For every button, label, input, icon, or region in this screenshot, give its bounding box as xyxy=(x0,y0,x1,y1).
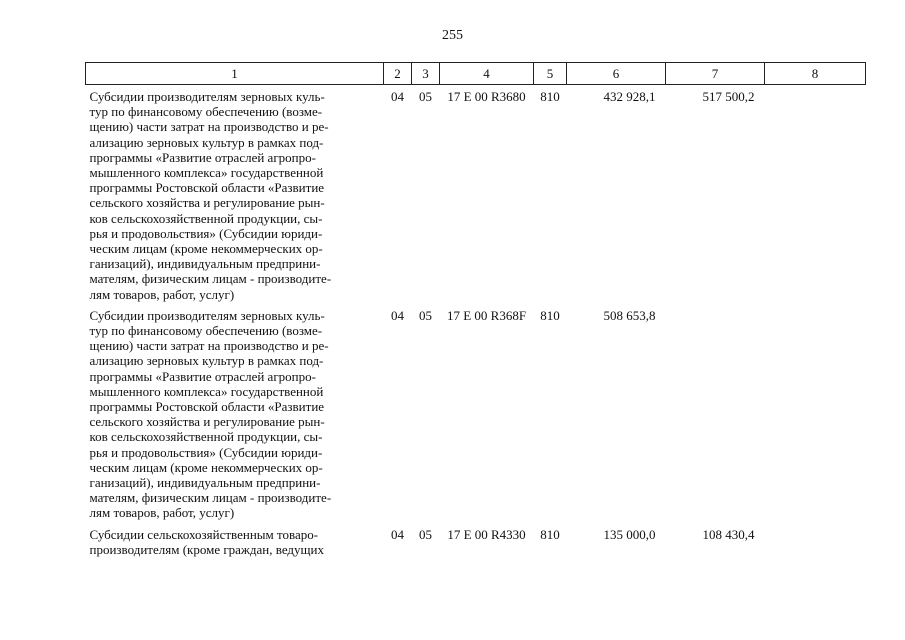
row-target-article: 17 Е 00 R3680 xyxy=(447,89,526,104)
row-description: Субсидии сельскохозяйственным товаро- производителям (кроме граждан, ведущих xyxy=(89,526,325,557)
row-section-code: 04 xyxy=(391,307,404,323)
header-col-8: 8 xyxy=(765,63,866,85)
row-section-code: 04 xyxy=(391,526,404,542)
page-number: 255 xyxy=(442,28,463,43)
row-description: Субсидии производителям зерновых куль- тур по финансовому обеспечению (возме- щению) части затрат на производство и ре- ализацию зерновых культур в рамках под- программы «Развитие отраслей агропро- мышленного комплекса» государственной программы Ростовской области «Развитие сельского хозяйства и регулирование рын- ков сельскохозяйственной продукции, сы- рья и продовольствия» (Субсидии юриди- ческим лицам (кроме некоммерческих ор- ганизаций), индивидуальным предприни- мателям, физическим лицам - производите- лям товаров, работ, услуг) xyxy=(89,307,332,521)
table-row xyxy=(86,527,866,557)
header-col-4: 4 xyxy=(440,63,534,85)
row-amount-col6: 135 000,0 xyxy=(603,526,656,542)
row-amount-col6: 432 928,1 xyxy=(603,89,656,104)
table-row xyxy=(86,85,866,302)
row-amount-col7 xyxy=(666,308,765,521)
row-target-article: 17 Е 00 R4330 xyxy=(447,526,526,542)
row-description: Субсидии производителям зерновых куль- тур по финансовому обеспечению (возме- щению) части затрат на производство и ре- ализацию зерновых культур в рамках под- программы «Развитие отраслей агропро- мышленного комплекса» государственной программы Ростовской области «Развитие сельского хозяйства и регулирование рын- ков сельскохозяйственной продукции, сы- рья и продовольствия» (Субсидии юриди- ческим лицам (кроме некоммерческих ор- ганизаций), индивидуальным предприни- мателям, физическим лицам - производите- лям товаров, работ, услуг) xyxy=(89,89,332,302)
row-amount-col7: 108 430,4 xyxy=(702,526,755,542)
row-subsection-code: 05 xyxy=(419,526,432,542)
header-col-6: 6 xyxy=(567,63,666,85)
header-col-7: 7 xyxy=(666,63,765,85)
row-amount-col8 xyxy=(765,85,866,302)
table-row xyxy=(86,308,866,521)
row-target-article: 17 Е 00 R368F xyxy=(446,307,527,323)
row-subsection-code: 05 xyxy=(419,89,432,104)
budget-table xyxy=(85,62,866,557)
header-col-5: 5 xyxy=(534,63,567,85)
row-expense-type: 810 xyxy=(540,89,560,104)
row-subsection-code: 05 xyxy=(419,307,432,323)
row-amount-col8 xyxy=(765,308,866,521)
header-row xyxy=(86,63,866,85)
row-amount-col7: 517 500,2 xyxy=(702,89,755,104)
row-amount-col8 xyxy=(765,527,866,557)
row-expense-type: 810 xyxy=(540,526,560,542)
header-col-3: 3 xyxy=(412,63,440,85)
header-col-2: 2 xyxy=(384,63,412,85)
header-col-1: 1 xyxy=(86,63,384,85)
row-section-code: 04 xyxy=(391,89,404,104)
row-expense-type: 810 xyxy=(540,307,560,323)
row-amount-col6: 508 653,8 xyxy=(603,307,656,323)
